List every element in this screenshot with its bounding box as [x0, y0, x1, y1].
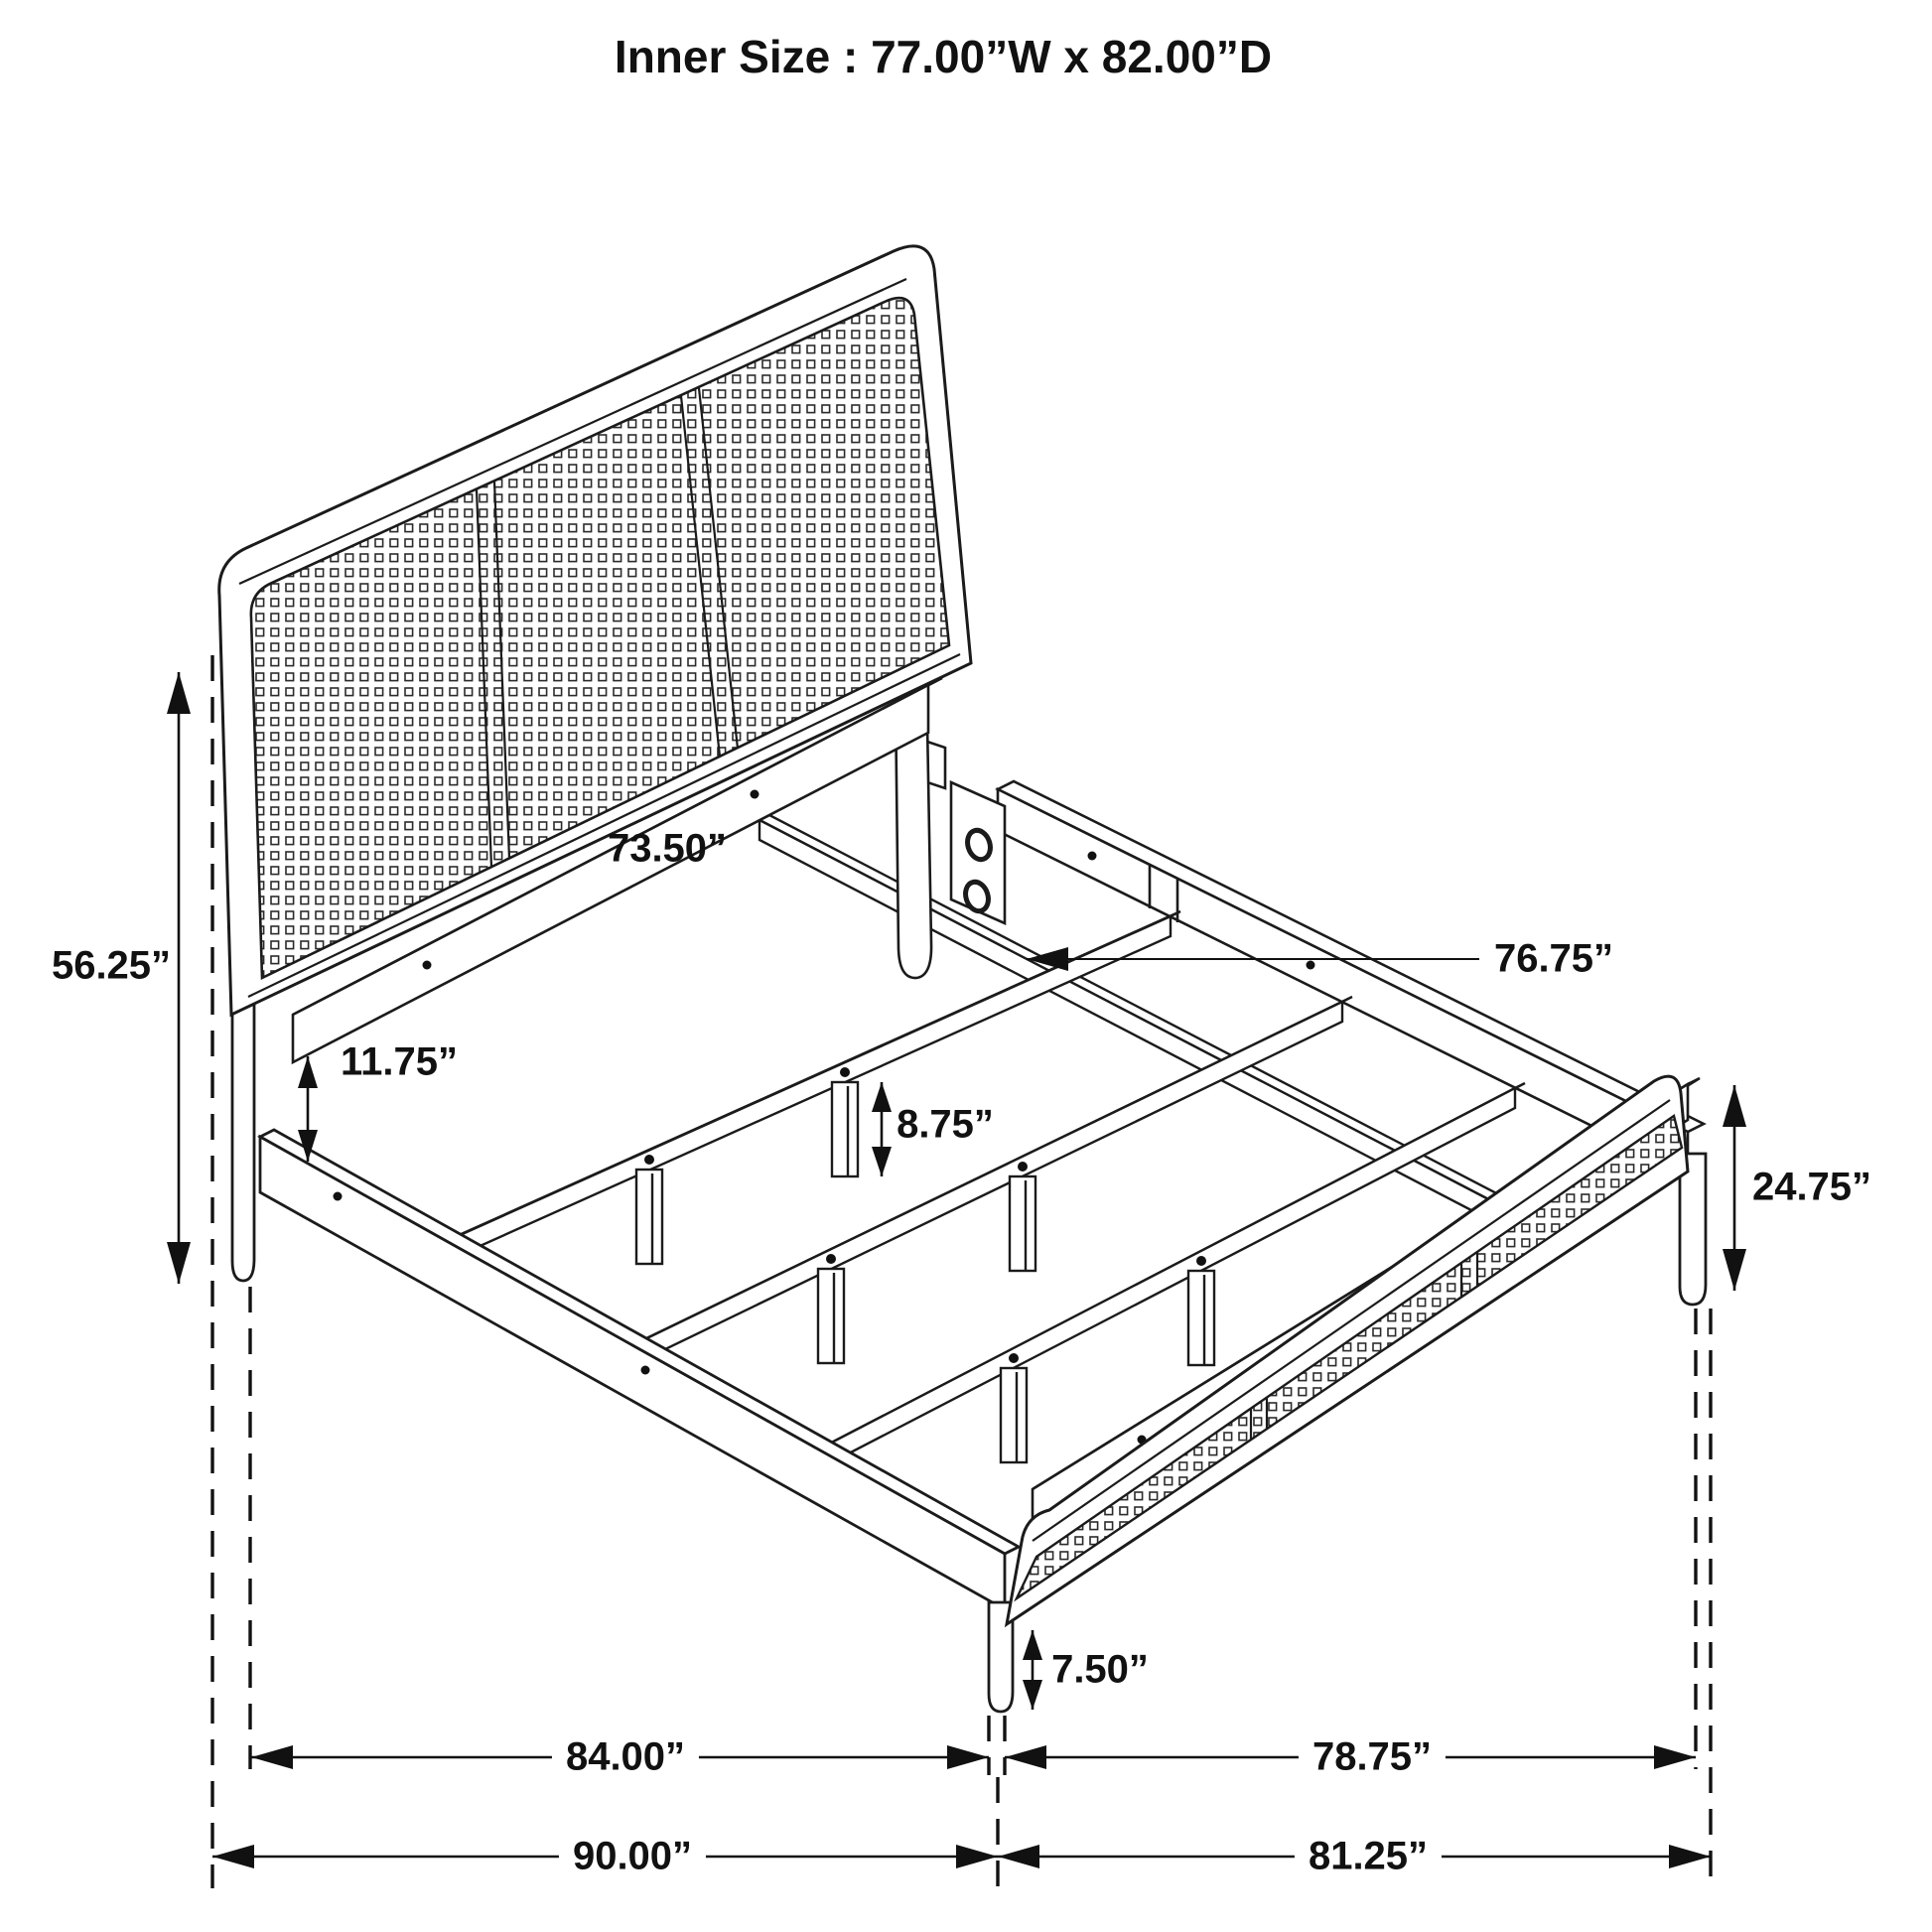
dim-footboard-span: 78.75”: [1299, 1735, 1446, 1780]
dim-headboard-inner-width: 73.50”: [607, 826, 728, 871]
dim-slat-leg-height: 8.75”: [897, 1102, 994, 1147]
dim-center-rail-length: 76.75”: [1493, 936, 1614, 981]
dim-total-width: 81.25”: [1295, 1835, 1442, 1879]
diagram-title: Inner Size : 77.00”W x 82.00”D: [614, 31, 1273, 82]
headboard-bracket-plate: [921, 740, 1005, 923]
footboard: [1007, 1076, 1688, 1624]
footboard-legs: [989, 1154, 1706, 1712]
dim-total-depth: 90.00”: [559, 1835, 706, 1879]
dim-total-height: 56.25”: [51, 943, 172, 988]
dim-headboard-to-rail-gap: 11.75”: [341, 1039, 458, 1084]
dim-footboard-leg-height: 7.50”: [1051, 1647, 1149, 1692]
dim-footboard-height: 24.75”: [1751, 1165, 1872, 1209]
headboard-leg-left: [232, 1005, 254, 1281]
dim-rail-length: 84.00”: [552, 1735, 699, 1780]
